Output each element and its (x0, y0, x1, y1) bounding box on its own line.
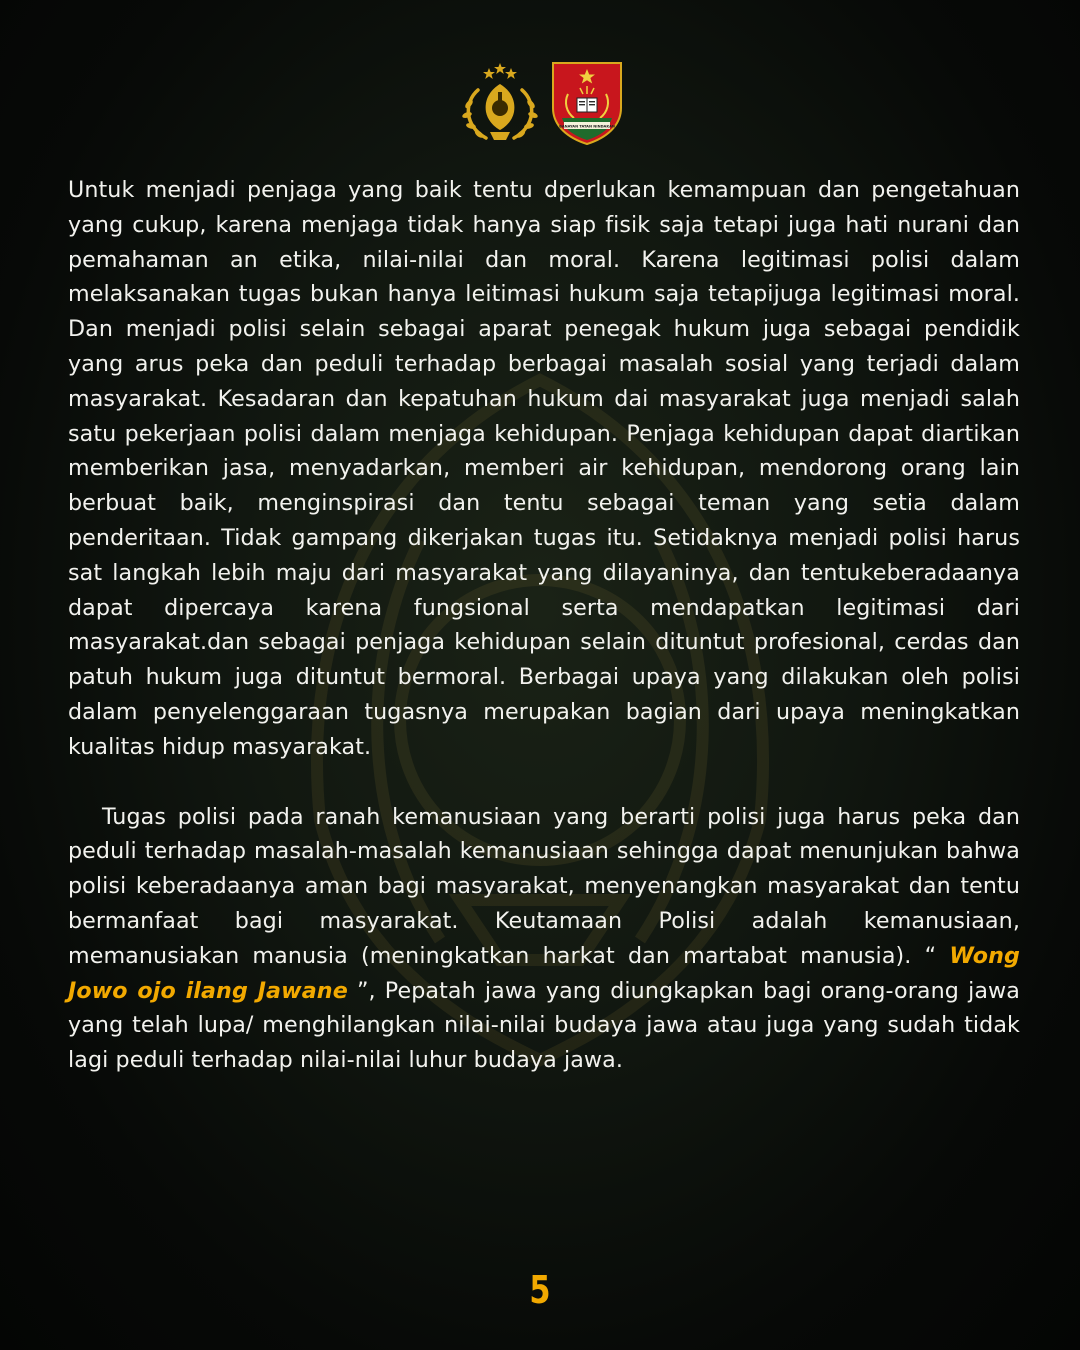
academy-shield-icon (550, 60, 624, 146)
paragraph-2-text-after: ”, Pepatah jawa yang diungkapkan bagi orang-orang jawa yang telah lupa/ menghilangkan nilai-nilai budaya jawa atau juga yang sudah tidak lagi peduli terhadap nilai-nilai luhur budaya jawa. (68, 977, 1020, 1074)
paragraph-1: Untuk menjadi penjaga yang baik tentu dperlukan kemampuan dan pengetahuan yang cukup, karena menjaga tidak hanya siap fisik saja tetapi juga hati nurani dan pemahaman an etika, nilai-nilai dan moral. Karena legitimasi polisi dalam melaksanakan tugas bukan hanya leitimasi hukum saja tetapijuga legitimasi moral. Dan menjadi polisi selain sebagai aparat penegak hukum juga sebagai pendidik yang arus peka dan peduli terhadap berbagai masalah sosial yang terjadi dalam masyarakat. Kesadaran dan kepatuhan hukum dai masyarakat juga menjadi salah satu pekerjaan polisi dalam menjaga kehidupan. Penjaga kehidupan dapat diartikan memberikan jasa, menyadarkan, memberi air kehidupan, mendorong orang lain berbuat baik, menginspirasi dan tentu sebagai teman yang setia dalam penderitaan. Tidak gampang dikerjakan tugas itu. Setidaknya menjadi polisi harus sat langkah lebih maju dari masyarakat yang dilayaninya, dan tentukeberadaanya dapat dipercaya karena fungsional serta mendapatkan legitimasi dari masyarakat.dan sebagai penjaga kehidupan selain dituntut profesional, cerdas dan patuh hukum juga dituntut bermoral. Berbagai upaya yang dilakukan oleh polisi dalam penyelenggaraan tugasnya merupakan bagian dari upaya meningkatkan kualitas hidup masyarakat. (68, 177, 1020, 760)
article-body (68, 173, 1020, 1078)
paragraph-2-text-before: Tugas polisi pada ranah kemanusiaan yang berarti polisi juga harus peka dan peduli terhadap masalah-masalah kemanusiaan sehingga dapat menunjukan bahwa polisi keberadaanya aman bagi masyarakat, menyenangkan masyarakat dan tentu bermanfaat bagi masyarakat. Keutamaan Polisi adalah kemanusiaan, memanusiakan manusia (meningkatkan harkat dan martabat manusia). “ (68, 803, 1020, 969)
academy-motto-text: BANAYAN TATAN NINDAKAN (559, 124, 615, 129)
paragraph-2 (68, 800, 1020, 1078)
page-number: 5 (529, 1268, 551, 1312)
javanese-proverb-quote: Wong Jowo ojo ilang Jawane (68, 942, 1020, 1004)
police-emblem-icon (456, 60, 544, 146)
header-logos (0, 60, 1080, 146)
